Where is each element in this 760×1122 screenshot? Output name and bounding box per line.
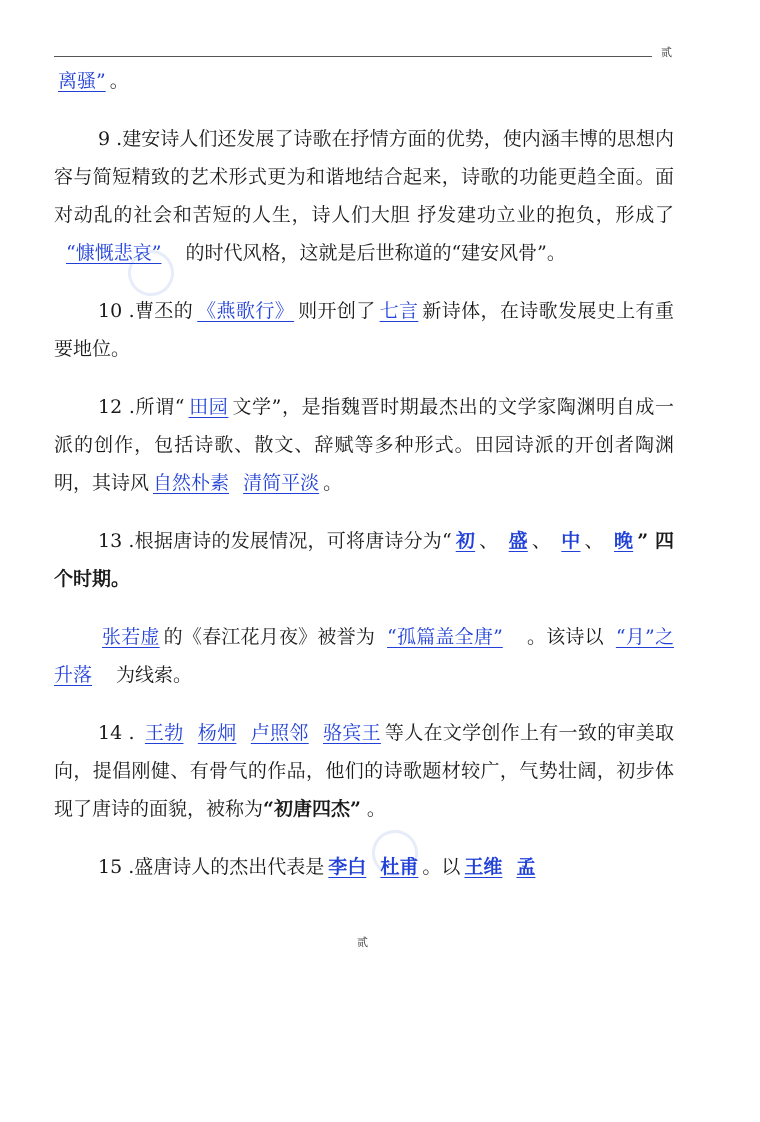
answer-blank: 自然朴素	[153, 472, 230, 494]
answer-blank: 卢照邻	[250, 722, 309, 744]
answer-blank: 七言	[379, 300, 419, 322]
question-number: 13 .	[98, 530, 135, 552]
answer-blank: 杨炯	[197, 722, 237, 744]
question-15: 15 .盛唐诗人的杰出代表是 李白 杜甫 。以 王维 孟	[54, 848, 674, 886]
question-9: 9 .建安诗人们还发展了诗歌在抒情方面的优势，使内涵丰博的思想内容与简短精致的艺术形式更为和谐地结合起来，诗歌的功能更趋全面。面对动乱的社会和苦短的人生，诗人们大胆 抒发建功立业的抱负，形成了 “慷慨悲哀” 的时代风格，这就是后世称道的“建安风骨”。	[54, 128, 674, 264]
answer-blank: 盛	[508, 530, 528, 552]
answer-blank: “月”之升落	[54, 626, 674, 686]
answer-blank: 晚	[613, 530, 634, 552]
question-number: 14 .	[98, 722, 135, 744]
answer-blank: “孤篇盖全唐”	[387, 626, 503, 648]
answer-blank: 初	[455, 530, 476, 552]
answer-blank: 李白	[328, 856, 367, 878]
question-10: 10 .曹丕的 《燕歌行》 则开创了 七言 新诗体，在诗歌发展史上有重要地位。	[54, 300, 674, 360]
answer-blank: 杜甫	[380, 856, 419, 878]
answer-blank: 王维	[464, 856, 503, 878]
bold-term: “初唐四杰”	[263, 798, 361, 820]
answer-blank: 离骚”	[58, 70, 106, 92]
question-number: 12 .	[98, 396, 135, 418]
question-12: 12 .所谓“ 田园 文学”，是指魏晋时期最杰出的文学家陶渊明自成一派的创作，包括诗歌、散文、辞赋等多种形式。田园诗派的开创者陶渊明，其诗风 自然朴素 清简平淡 。	[54, 396, 674, 494]
header-page-mark: 贰	[661, 46, 672, 59]
answer-blank: 田园	[188, 396, 229, 418]
answer-blank: 骆宾王	[323, 722, 381, 744]
header-rule	[54, 56, 652, 57]
question-14: 14 . 王勃 杨炯 卢照邻 骆宾王 等人在文学创作上有一致的审美取向，提倡刚健、有骨气的作品，他们的诗歌题材较广，气势壮阔，初步体现了唐诗的面貌，被称为“初唐四杰” 。	[54, 722, 674, 820]
question-number: 15 .	[98, 856, 135, 878]
footer-page-mark: 贰	[357, 936, 368, 949]
answer-blank: 王勃	[144, 722, 184, 744]
question-13: 13 .根据唐诗的发展情况，可将唐诗分为“ 初 、 盛 、 中 、 晚 ” 四个时期。	[54, 530, 674, 590]
answer-blank: 张若虚	[102, 626, 160, 648]
answer-blank: “慷慨悲哀”	[66, 242, 162, 264]
answer-blank: 《燕歌行》	[197, 300, 295, 322]
document-body	[54, 62, 674, 906]
answer-blank: 孟	[516, 856, 536, 878]
question-number: 9 .	[98, 128, 123, 150]
question-number: 10 .	[98, 300, 135, 322]
question-13-continued: 张若虚 的《春江花月夜》被誉为 “孤篇盖全唐” 。该诗以 “月”之升落 为线索。	[54, 626, 674, 686]
answer-blank: 清简平淡	[243, 472, 320, 494]
answer-blank: 中	[561, 530, 581, 552]
paragraph-tail: 离骚” 。	[54, 62, 674, 100]
